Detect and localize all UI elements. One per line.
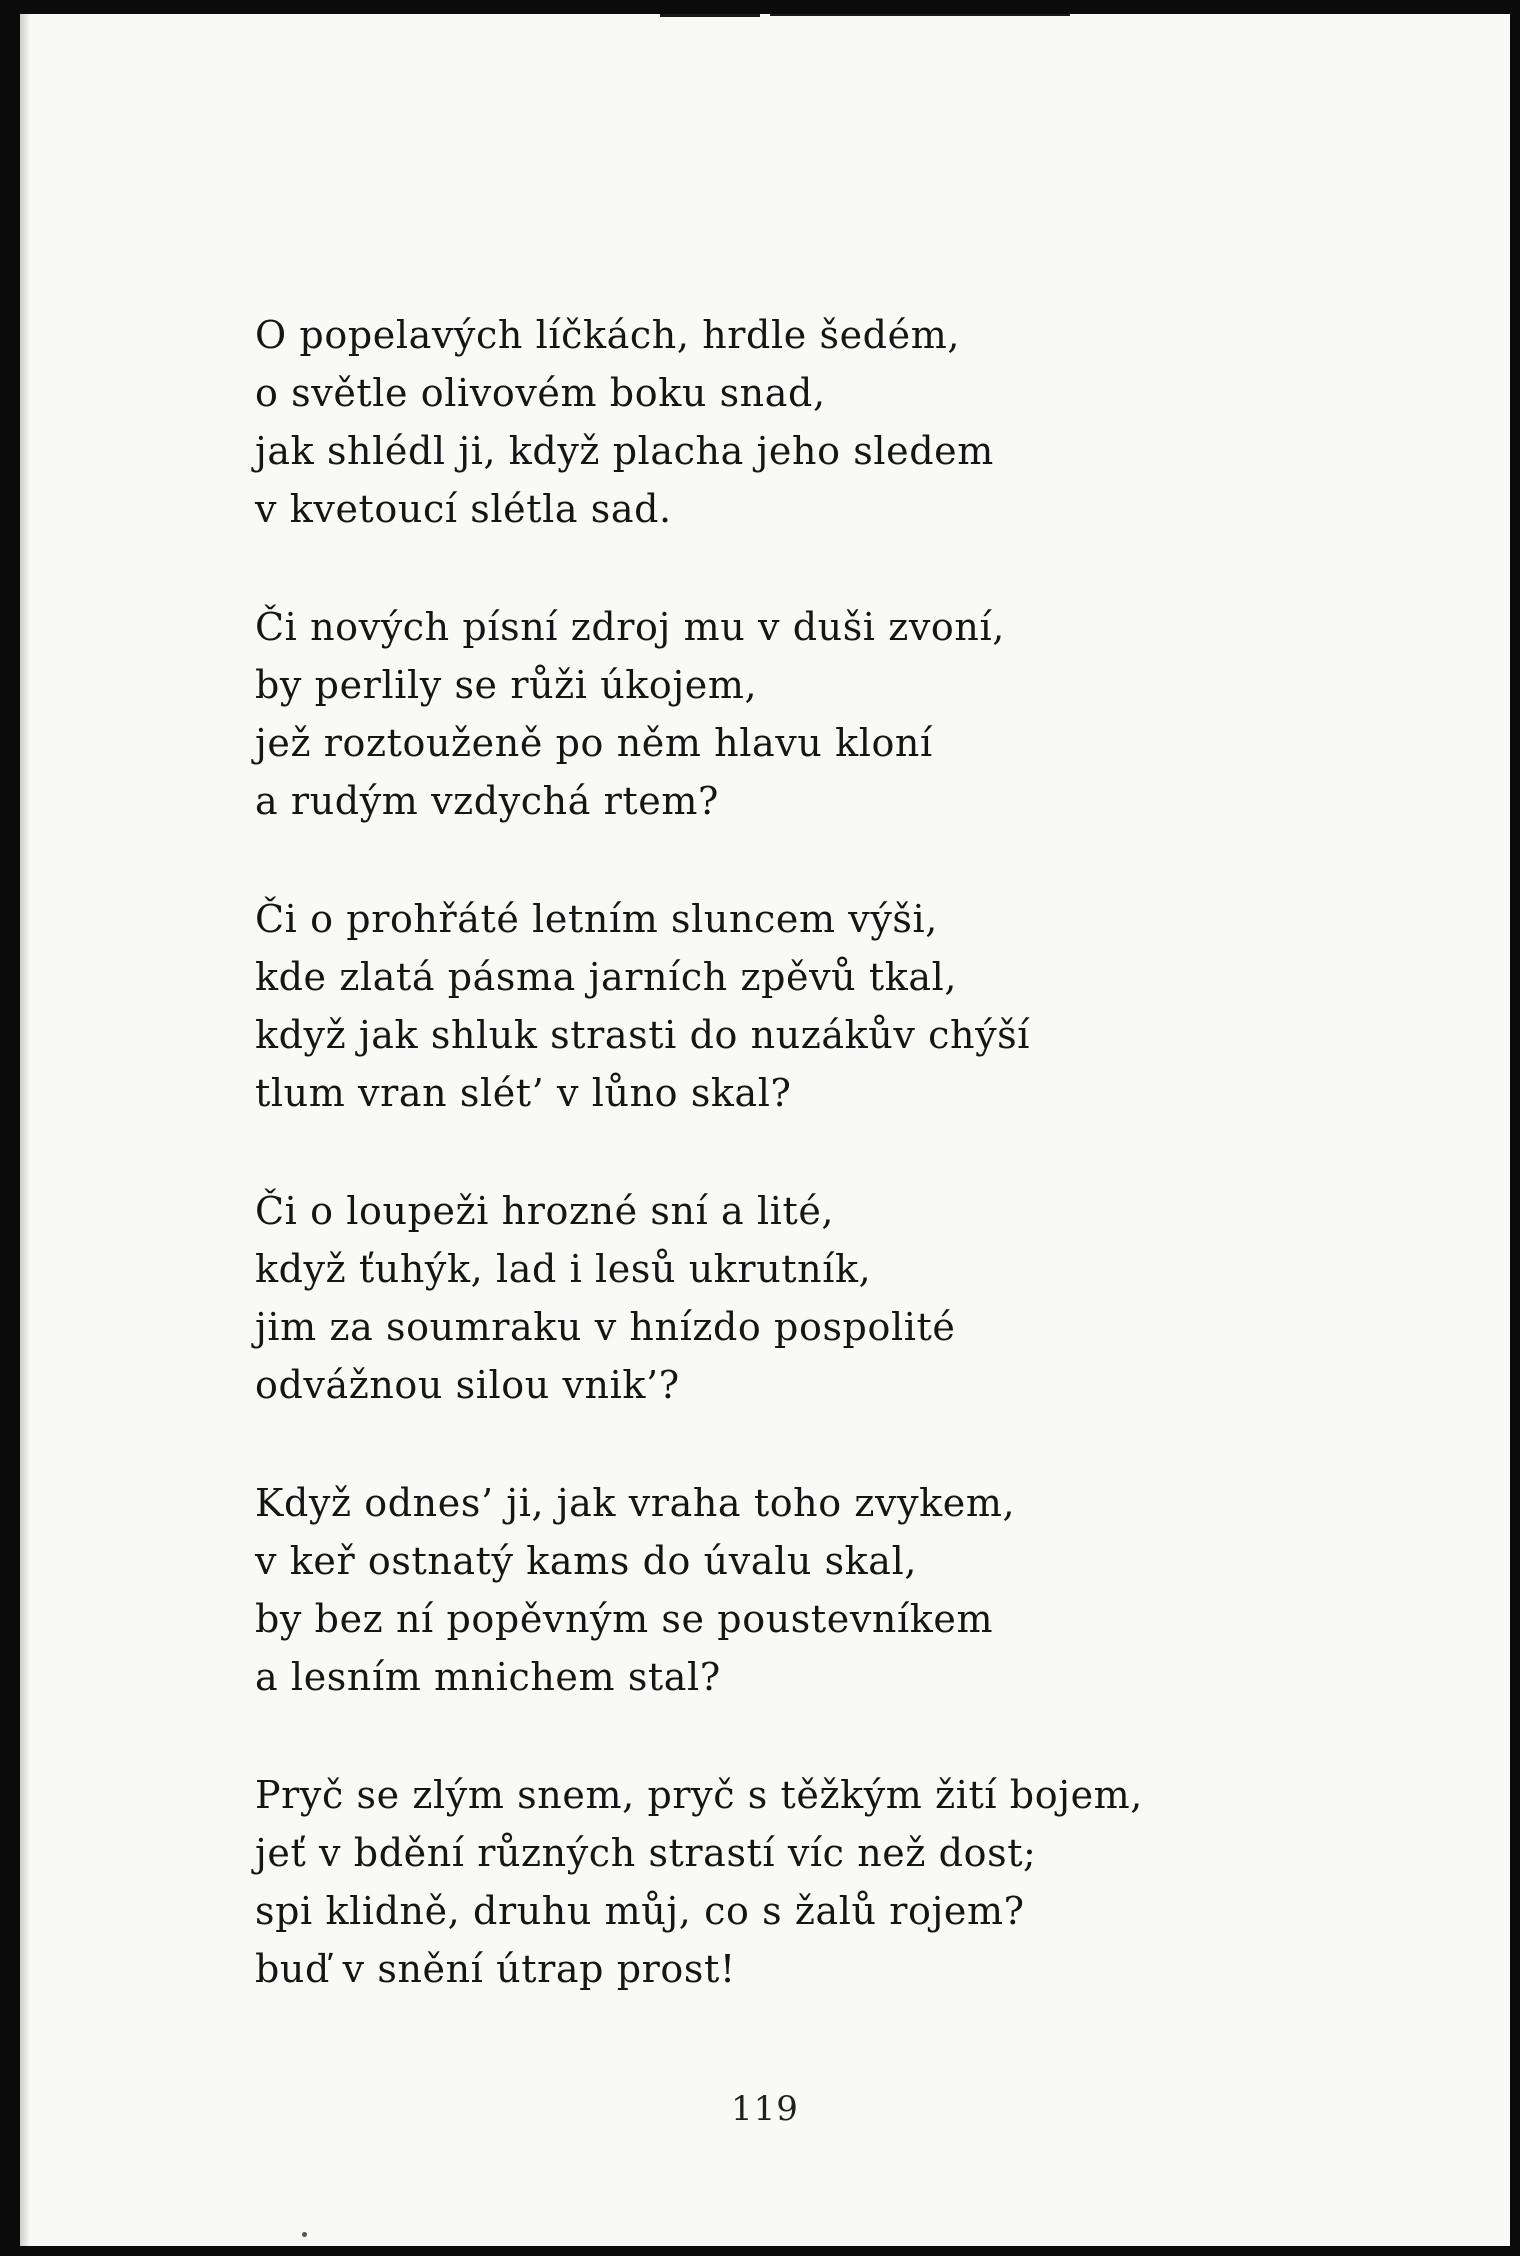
stanza [255, 1182, 1355, 1414]
verse-line: když ťuhýk, lad i lesů ukrutník, [255, 1247, 872, 1291]
verse-line: spi klidně, druhu můj, co s žalů rojem? [255, 1889, 1025, 1933]
verse-line: odvážnou silou vnik’? [255, 1363, 680, 1407]
stanza [255, 306, 1355, 538]
verse-line: by bez ní popěvným se poustevníkem [255, 1597, 994, 1641]
verse-line: jak shlédl ji, když placha jeho sledem [255, 429, 994, 473]
scan-top-mark [770, 14, 1070, 16]
verse-line: a rudým vzdychá rtem? [255, 779, 719, 823]
verse-line: jim za soumraku v hnízdo pospolité [255, 1305, 956, 1349]
verse-line: když jak shluk strasti do nuzákův chýší [255, 1013, 1030, 1057]
verse-line: o světle olivovém boku snad, [255, 371, 826, 415]
verse-line: kde zlatá pásma jarních zpěvů tkal, [255, 955, 958, 999]
verse-line: Či o loupeži hrozné sní a lité, [255, 1189, 835, 1233]
verse-line: Či nových písní zdroj mu v duši zvoní, [255, 605, 1005, 649]
stanza [255, 1474, 1355, 1706]
verse-line: buď v snění útrap prost! [255, 1947, 736, 1991]
page-number: 119 [731, 2089, 799, 2129]
book-page [20, 14, 1510, 2246]
verse-line: tlum vran slét’ v lůno skal? [255, 1071, 792, 1115]
poem-text [255, 306, 1355, 1998]
verse-line: v kvetoucí slétla sad. [255, 487, 672, 531]
verse-line: O popelavých líčkách, hrdle šedém, [255, 313, 961, 357]
verse-line: by perlily se růži úkojem, [255, 663, 758, 707]
verse-line: Pryč se zlým snem, pryč s těžkým žití bojem, [255, 1773, 1143, 1817]
scan-top-mark [660, 14, 760, 17]
verse-line: jež roztouženě po něm hlavu kloní [255, 721, 933, 765]
stanza [255, 1766, 1355, 1998]
verse-line: Když odnes’ ji, jak vraha toho zvykem, [255, 1481, 1016, 1525]
verse-line: Či o prohřáté letním sluncem výši, [255, 897, 938, 941]
page-edge-shadow [20, 14, 30, 2246]
verse-line: jeť v bdění různých strastí víc než dost; [255, 1831, 1037, 1875]
verse-line: v keř ostnatý kams do úvalu skal, [255, 1539, 917, 1583]
stanza [255, 598, 1355, 830]
stanza [255, 890, 1355, 1122]
verse-line: a lesním mnichem stal? [255, 1655, 721, 1699]
dust-speck [302, 2232, 307, 2237]
